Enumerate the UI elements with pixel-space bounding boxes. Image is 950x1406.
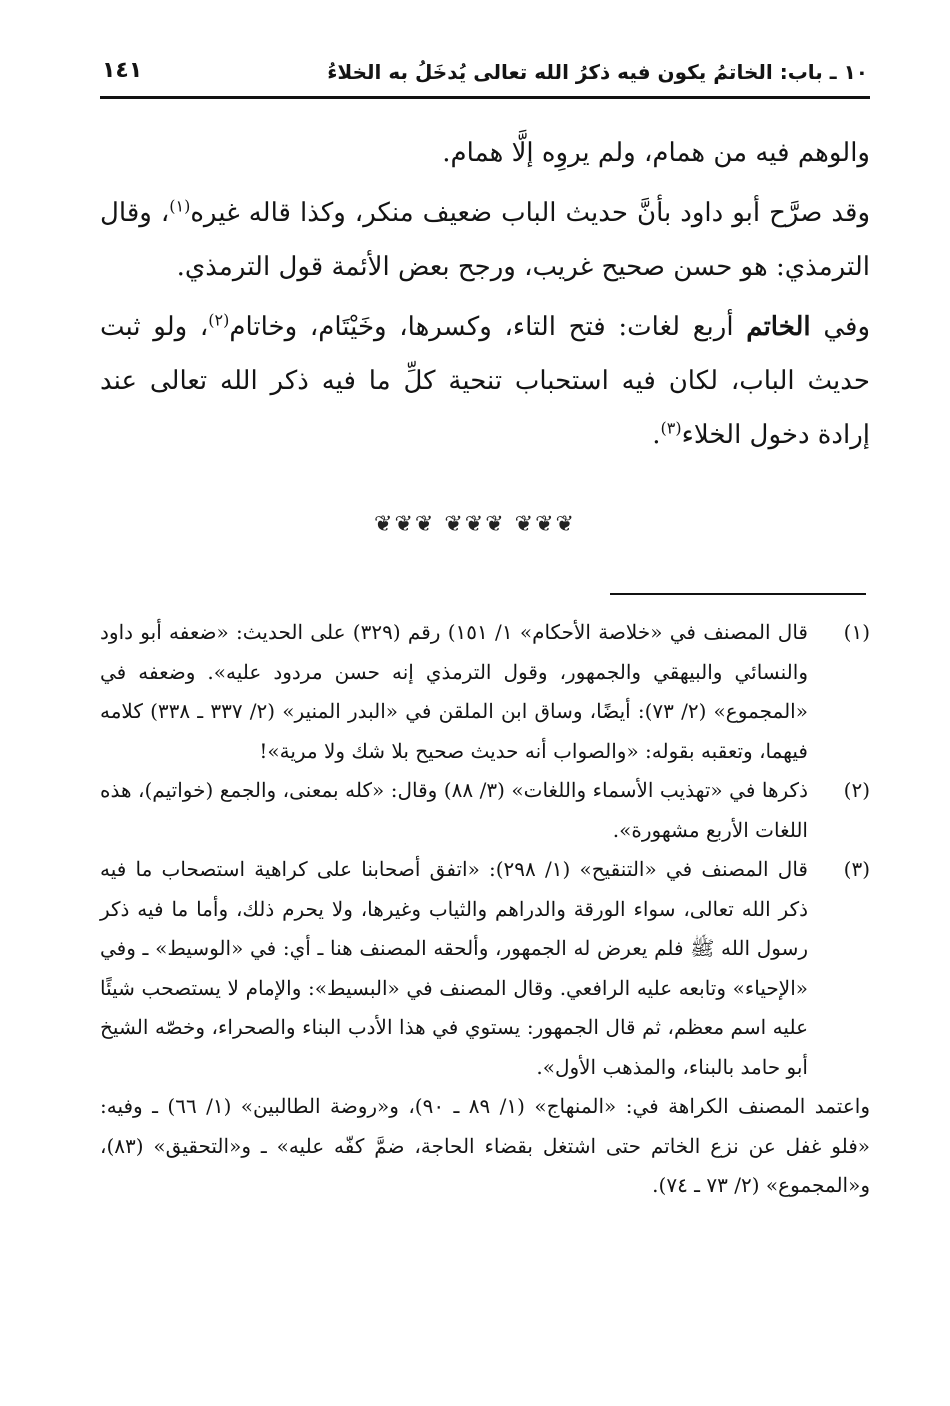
paragraph-1: والوهم فيه من همام، ولم يروِه إلَّا همام. bbox=[442, 138, 870, 168]
footnote-text: ذكرها في «تهذيب الأسماء واللغات» (٣/ ٨٨) وقال: «كله بمعنى، والجمع (خواتيم)، هذه اللغات الأربع مشهورة». bbox=[100, 778, 808, 842]
footnote-number: (٣) bbox=[843, 857, 870, 881]
paragraph-3-text-d: . bbox=[652, 420, 661, 450]
page-number: ١٤١ bbox=[102, 58, 143, 83]
running-header bbox=[102, 54, 868, 94]
paragraph-3-text-b: أربع لغات: فتح التاء، وكسرها، وخَيْتَام، وخاتام bbox=[229, 312, 747, 342]
footnote-2 bbox=[100, 771, 870, 850]
footnote-number: (٢) bbox=[843, 778, 870, 802]
ornament-divider: ❦❦❦ ❦❦❦ ❦❦❦ bbox=[374, 512, 576, 537]
paragraph-3-text-c: ، ولو ثبت حديث الباب، لكان فيه استحباب تنحية كلِّ ما فيه ذكر الله تعالى عند إرادة دخول الخلاء bbox=[100, 312, 870, 450]
footnote-divider bbox=[610, 593, 866, 595]
footnote-3 bbox=[100, 850, 870, 1087]
footnote-ref-3[interactable]: (٣) bbox=[660, 418, 682, 438]
paragraph-2-text-a: وقد صرَّح أبو داود بأنَّ حديث الباب ضعيف منكر، وكذا قاله غيره bbox=[190, 198, 870, 228]
footnotes bbox=[100, 613, 870, 1206]
main-text bbox=[100, 126, 870, 462]
footnote-text: قال المصنف في «التنقيح» (١/ ٢٩٨): «اتفق أصحابنا على كراهية استصحاب ما فيه ذكر الله تعالى، سواء الورقة والدراهم والثياب وغيرها، ولا يحرم ذلك، وأما ما فيه ذكر رسول الله ﷺ فلم يعرض له الجمهور، وألحقه المصنف هنا ـ أي: في «الوسيط» ـ وفي «الإحياء» وتابعه عليه الرافعي. وقال المصنف في «البسيط»: والإمام لا يستصحب شيئًا عليه اسم معظم، ثم قال الجمهور: يستوي في هذا الأدب البناء والصحراء، وخصّه الشيخ أبو حامد بالبناء، والمذهب الأول». bbox=[100, 857, 808, 1079]
header-divider bbox=[100, 96, 870, 99]
bold-term: الخاتم bbox=[746, 312, 811, 342]
footnote-number: (١) bbox=[843, 620, 870, 644]
footnote-text: قال المصنف في «خلاصة الأحكام» ١/ ١٥١) رقم (٣٢٩) على الحديث: «ضعفه أبو داود والنسائي والبيهقي والجمهور، وقول الترمذي إنه حسن مردود عليه». وضعفه في «المجموع» (٢/ ٧٣): أيضًا، وساق ابن الملقن في «البدر المنير» (٢/ ٣٣٧ ـ ٣٣٨) كلامه فيهما، وتعقبه بقوله: «والصواب أنه حديث صحيح بلا شك ولا مرية»! bbox=[100, 620, 808, 763]
paragraph-2 bbox=[100, 186, 870, 294]
paragraph-3-text-a: وفي bbox=[810, 312, 870, 342]
footnote-ref-1[interactable]: (١) bbox=[169, 196, 191, 216]
paragraph-3 bbox=[100, 300, 870, 462]
chapter-title: ١٠ ـ باب: الخاتمُ يكون فيه ذكرُ الله تعالى يُدخَلُ به الخلاءُ bbox=[327, 60, 868, 84]
paragraph-2-text-b: ، وقال الترمذي: هو حسن صحيح غريب، ورجح بعض الأئمة قول الترمذي. bbox=[100, 198, 870, 282]
footnote-3-continuation: واعتمد المصنف الكراهة في: «المنهاج» (١/ ٨٩ ـ ٩٠)، و«روضة الطالبين» (١/ ٦٦) ـ وفيه: «فلو غفل عن نزع الخاتم حتى اشتغل بقضاء الحاجة، ضمَّ كفّه عليه» ـ و«التحقيق» (٨٣)، و«المجموع» (٢/ ٧٣ ـ ٧٤). bbox=[100, 1094, 870, 1197]
footnote-ref-2[interactable]: (٢) bbox=[208, 310, 230, 330]
footnote-1 bbox=[100, 613, 870, 771]
